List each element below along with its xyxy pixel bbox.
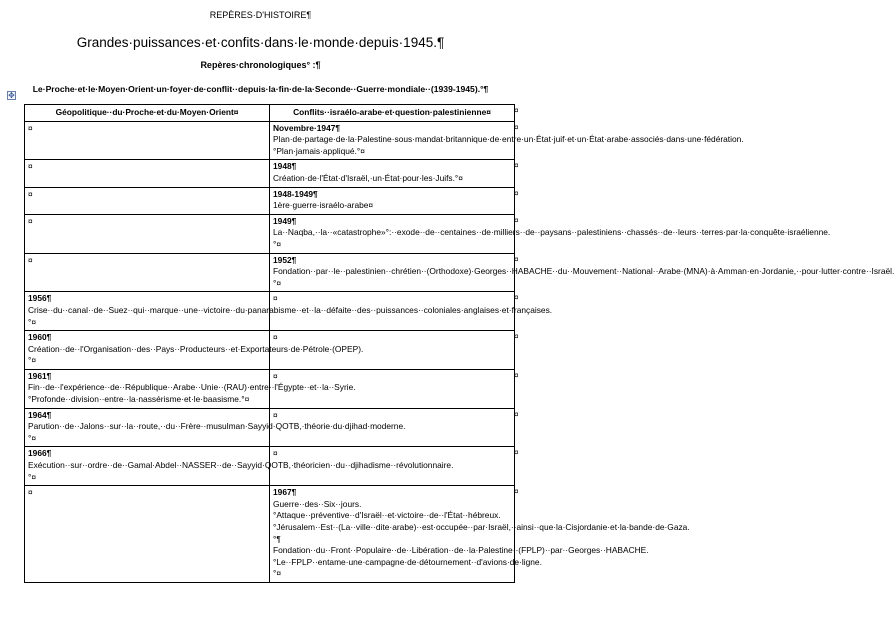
row-end-mark: ¤ [514,487,519,496]
table-row [25,214,515,253]
event-description: Création·de·l'État·d'Israël,·un·État·pour·les·Juifs.°¤ [273,172,463,183]
row-end-mark: ¤ [514,106,519,115]
conflict-cell[interactable] [270,486,690,583]
column-header-conflicts: Conflits··israélo-arabe·et·question·palestinienne¤ [270,105,515,122]
event-year: 1964¶ [28,409,52,420]
event-description: La··Naqba,··la··«catastrophe»°:··exode··de··centaines··de·milliers··de··paysans··palestiniens··chassés··de··leurs··terres·par·la·conquête·israélienne.°¤ [273,227,831,249]
empty-cell-mark: ¤ [28,122,33,133]
row-end-mark: ¤ [514,293,519,302]
geopolitics-cell[interactable] [25,486,270,583]
row-end-mark: ¤ [514,161,519,170]
empty-cell-mark: ¤ [28,161,33,172]
geopolitics-cell[interactable] [25,214,270,253]
empty-cell-mark: ¤ [28,254,33,265]
geopolitics-cell[interactable] [25,369,356,408]
table-row [25,369,515,408]
event-description: Parution··de··Jalons··sur··la··route,··du··Frère··musulman·Sayyid·QOTB,·théorie·du·djihad·moderne.°¤ [28,421,406,443]
event-description: Création··de··l'Organisation··des··Pays··Producteurs··et·Exportateurs·de·Pétrole·(OPEP).°¤ [28,343,364,366]
empty-cell-mark: ¤ [273,409,278,420]
empty-cell-mark: ¤ [28,215,33,226]
event-description: Fin··de··l'expérience··de··République··Arabe··Unie··(RAU)·entre··l'Égypte··et··la··Syrie.°Profonde··division··entre··la·nassérisme·et·le·baasisme.°¤ [28,382,356,405]
conflict-cell[interactable] [270,187,515,214]
event-year: 1948¶ [273,161,297,172]
event-year: 1948-1949¶ [273,188,318,199]
geopolitics-cell[interactable] [25,408,406,447]
conflict-cell[interactable] [270,160,515,187]
row-end-mark: ¤ [514,123,519,132]
event-year: 1949¶ [273,215,297,226]
event-description: 1ère·guerre·israélo-arabe¤ [273,200,374,211]
event-year: Novembre·1947¶ [273,122,341,133]
row-end-mark: ¤ [514,216,519,225]
conflict-cell[interactable] [270,253,894,292]
empty-cell-mark: ¤ [273,293,278,304]
geopolitics-cell[interactable] [25,447,454,486]
table-row [25,447,515,486]
table-row [25,187,515,214]
event-year: 1952¶ [273,254,297,265]
event-description: Exécution··sur··ordre··de··Gamal·Abdel··NASSER··de··Sayyid·QOTB,·théoricien··du··djihadisme··révolutionnaire.°¤ [28,460,454,482]
event-description: Plan·de·partage·de·la·Palestine·sous·mandat·britannique·de·entre·un·État·juif·et·un·État·arabe·associés·dans·une·fédération.°Plan·jamais·appliqué.°¤ [273,134,744,156]
table-row [25,408,515,447]
table-row [25,331,515,370]
table-row [25,160,515,187]
row-end-mark: ¤ [514,189,519,198]
empty-cell-mark: ¤ [273,448,278,459]
geopolitics-cell[interactable] [25,160,270,187]
document-subtitle: Repères·chronologiques° :¶ [200,60,321,70]
event-year: 1967¶ [273,487,297,498]
event-description: Guerre··des··Six··jours.°Attaque··préventive··d'Israël··et·victoire··de··l'État··hébreux.°Jérusalem··Est··(La··ville··dite·arabe)··est·occupée··par·Israël,··ainsi··que·la·Cisjordanie·et·la·bande·de·Gaza.°¶ [273,498,690,544]
table-header-row [25,105,515,122]
geopolitics-cell[interactable] [25,253,270,292]
event-year: 1960¶ [28,332,52,343]
table-row [25,121,515,160]
empty-cell-mark: ¤ [273,332,278,343]
empty-cell-mark: ¤ [28,487,33,498]
conflict-cell[interactable] [270,214,831,253]
section-heading: Le·Proche·et·le·Moyen·Orient·un·foyer·de·conflit··depuis·la·fin·de·la·Seconde··Guerre·mondiale··(1939-1945).°¶ [32,84,489,94]
column-header-geopolitics: Géopolitique··du·Proche·et·du·Moyen·Orient¤ [25,105,270,122]
empty-cell-mark: ¤ [28,188,33,199]
conflict-cell[interactable] [270,121,744,160]
event-year: 1966¶ [28,448,52,459]
event-year: 1956¶ [28,293,52,304]
geopolitics-cell[interactable] [25,187,270,214]
empty-cell-mark: ¤ [273,370,278,381]
row-end-mark: ¤ [514,410,519,419]
event-description: Crise··du··canal··de··Suez··qui··marque··une··victoire··du·panarabisme··et··la··défaite··des··puissances··coloniales·anglaises·et·françaises.°¤ [28,304,553,327]
event-description: Fondation··par··le··palestinien··chrétien··(Orthodoxe)·Georges··HABACHE··du··Mouvement··National··Arabe·(MNA)·à·Amman·en·Jordanie,··pour·lutter·contre··Israël.°¤ [273,266,894,288]
geopolitics-cell[interactable] [25,331,364,370]
table-row [25,253,515,292]
table-row [25,486,515,583]
table-row [25,292,515,331]
table-move-handle-icon[interactable]: ✥ [8,91,15,100]
row-end-mark: ¤ [514,448,519,457]
document-title: Grandes·puissances·et·confits·dans·le·monde·depuis·1945.¶ [76,35,445,50]
event-year: 1961¶ [28,370,52,381]
document-kicker: REPÈRES·D'HISTOIRE¶ [209,10,312,20]
event-description: Fondation··du··Front··Populaire··de··Libération··de··la·Palestine··(FPLP)··par··Georges··HABACHE.°Le··FPLP··entame·une·campagne·de·détournement··d'avions·de·ligne.°¤ [273,545,649,579]
geopolitics-cell[interactable] [25,121,270,160]
row-end-mark: ¤ [514,255,519,264]
row-end-mark: ¤ [514,371,519,380]
geopolitics-cell[interactable] [25,292,553,331]
chronology-table [24,104,894,583]
row-end-mark: ¤ [514,332,519,341]
